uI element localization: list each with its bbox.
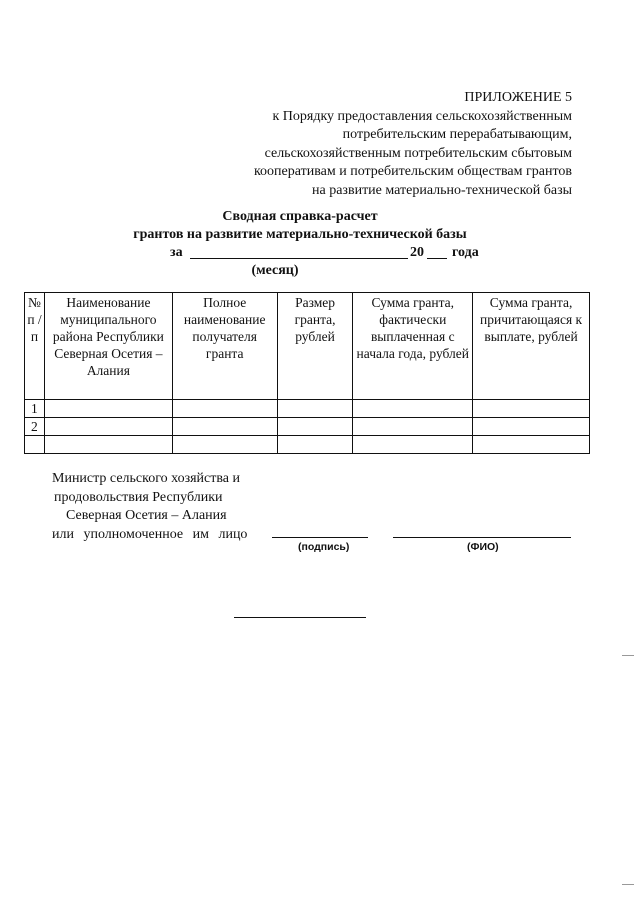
- end-rule: [234, 617, 366, 618]
- table-row: [25, 400, 590, 418]
- heading-title: Сводная справка-расчет: [222, 209, 378, 224]
- table-cell: [353, 400, 473, 418]
- table-cell: [473, 418, 590, 436]
- appendix-title: ПРИЛОЖЕНИЕ 5: [464, 90, 572, 105]
- period-line: [60, 244, 540, 262]
- appendix-line: кооперативам и потребительским обществам грантов: [253, 164, 572, 179]
- col-header-grant-size: Размер гранта, рублей: [277, 293, 353, 400]
- signature-line: или уполномоченное им лицо: [52, 526, 248, 542]
- col-header-paid: Сумма гранта, фактически выплаченная с начала года, рублей: [353, 293, 473, 400]
- table-cell: [44, 436, 172, 454]
- table-cell: [277, 400, 353, 418]
- month-blank-line: [190, 258, 408, 259]
- document-heading: [60, 208, 540, 280]
- table-header-row: [25, 293, 590, 400]
- appendix-line: сельскохозяйственным потребительским сбытовым: [264, 145, 572, 161]
- table-cell: [277, 436, 353, 454]
- table-cell: [172, 436, 277, 454]
- appendix-line: к Порядку предоставления сельскохозяйственным: [272, 108, 572, 124]
- col-header-recipient: Полное наименование получателя гранта: [172, 293, 277, 400]
- signature-block: [52, 470, 247, 544]
- table-cell: [473, 436, 590, 454]
- table-cell: 1: [25, 400, 45, 418]
- table-cell: [473, 400, 590, 418]
- appendix-block: [254, 89, 572, 200]
- heading-subtitle: грантов на развитие материально-технической базы: [133, 227, 467, 242]
- fio-blank-line: [393, 537, 571, 538]
- table-cell: [172, 418, 277, 436]
- period-za: за: [170, 245, 183, 260]
- appendix-line: на развитие материально-технической базы: [312, 182, 572, 198]
- month-caption: (месяц): [251, 263, 299, 278]
- signature-blank-line: [272, 537, 368, 538]
- table-row: [25, 418, 590, 436]
- table-cell: [44, 400, 172, 418]
- edge-mark: [622, 884, 634, 885]
- edge-mark: [622, 655, 634, 656]
- signature-line: продовольствия Республики: [54, 489, 223, 505]
- table-cell: [25, 436, 45, 454]
- table-cell: [44, 418, 172, 436]
- signature-line: Северная Осетия – Алания: [66, 508, 227, 523]
- col-header-due: Сумма гранта, причитающаяся к выплате, рублей: [473, 293, 590, 400]
- table-cell: [277, 418, 353, 436]
- signature-caption: (подпись): [298, 541, 350, 553]
- year-blank-line: [427, 258, 447, 259]
- col-header-number: № п / п: [25, 293, 45, 400]
- fio-caption: (ФИО): [467, 541, 499, 553]
- appendix-line: потребительским перерабатывающим,: [342, 127, 572, 142]
- grant-table: [24, 292, 590, 454]
- table-cell: [353, 418, 473, 436]
- table-row: [25, 436, 590, 454]
- table-cell: [172, 400, 277, 418]
- period-year: 20: [410, 245, 424, 260]
- signature-line: Министр сельского хозяйства и: [52, 471, 240, 486]
- col-header-district: Наименование муниципального района Республики Северная Осетия – Алания: [44, 293, 172, 400]
- table-cell: 2: [25, 418, 45, 436]
- period-goda: года: [452, 245, 479, 260]
- table-cell: [353, 436, 473, 454]
